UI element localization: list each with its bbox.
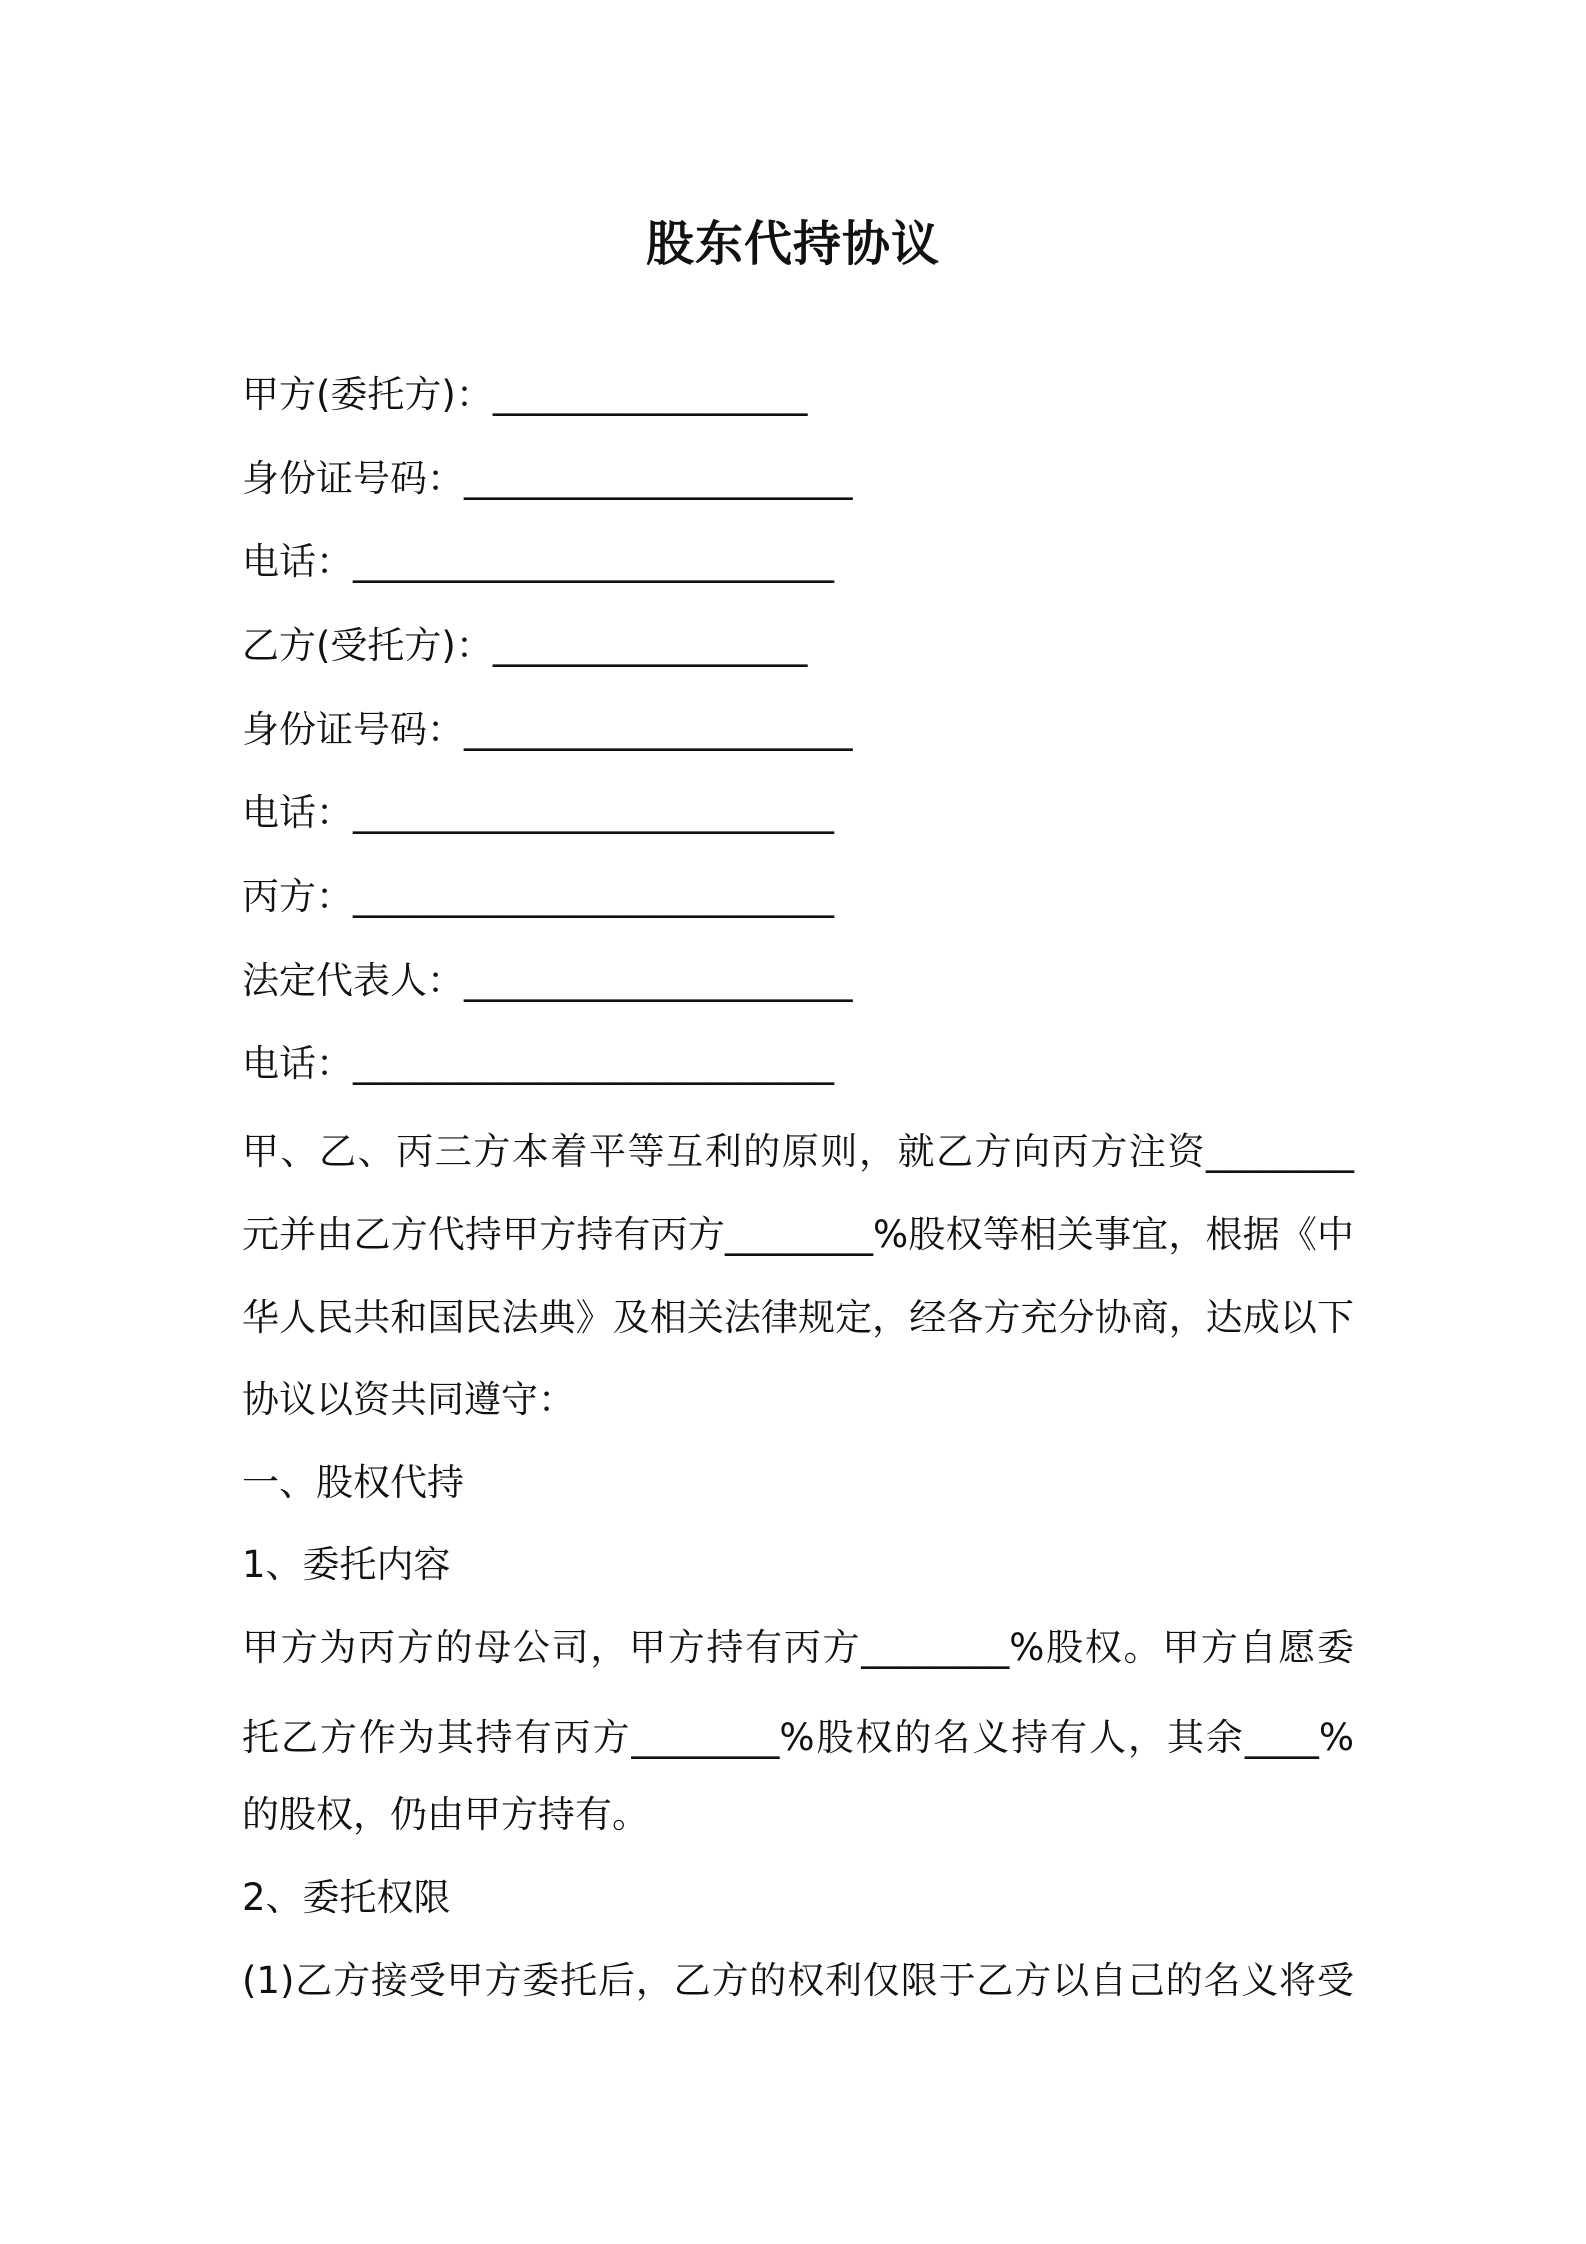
clause-line: 甲方为丙方的母公司，甲方持有丙方________%股权。甲方自愿委: [242, 1626, 1354, 1669]
party-b-field: 乙方(受托方)：_________________: [242, 624, 808, 667]
intro-line: 甲、乙、丙三方本着平等互利的原则，就乙方向丙方注资________: [242, 1130, 1354, 1173]
clause-line: 托乙方作为其持有丙方________%股权的名义持有人，其余____%: [242, 1716, 1354, 1759]
party-a-id-field: 身份证号码：_____________________: [242, 457, 853, 500]
party-b-phone-field: 电话：__________________________: [242, 791, 834, 834]
party-c-phone-field: 电话：__________________________: [242, 1042, 834, 1085]
section-heading: 一、股权代持: [242, 1461, 464, 1504]
party-c-field: 丙方：__________________________: [242, 875, 834, 918]
document-title: 股东代持协议: [645, 216, 940, 272]
intro-line: 华人民共和国民法典》及相关法律规定，经各方充分协商，达成以下: [242, 1296, 1354, 1339]
party-b-id-field: 身份证号码：_____________________: [242, 708, 853, 751]
party-a-phone-field: 电话：__________________________: [242, 540, 834, 583]
clause-line: 的股权，仍由甲方持有。: [242, 1793, 649, 1836]
subsection-heading: 2、委托权限: [242, 1876, 451, 1919]
party-a-field: 甲方(委托方)：_________________: [242, 373, 808, 416]
intro-line: 元并由乙方代持甲方持有丙方________%股权等相关事宜，根据《中: [242, 1213, 1354, 1256]
party-c-rep-field: 法定代表人：_____________________: [242, 959, 853, 1002]
subsection-heading: 1、委托内容: [242, 1543, 451, 1586]
intro-line: 协议以资共同遵守：: [242, 1378, 575, 1421]
clause-line: (1)乙方接受甲方委托后，乙方的权利仅限于乙方以自己的名义将受: [242, 1959, 1354, 2002]
